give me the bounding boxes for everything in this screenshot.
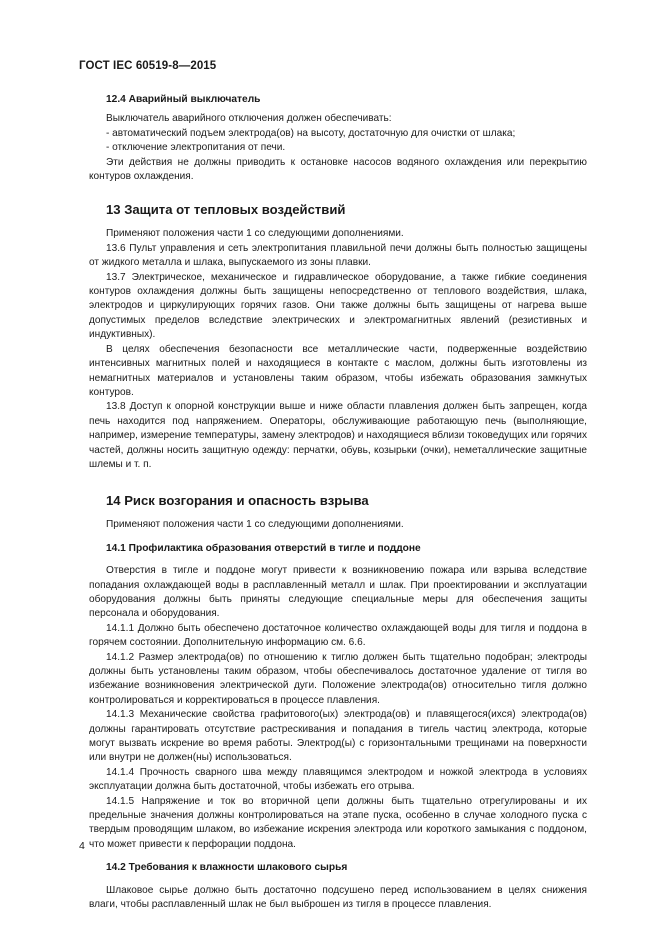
- page-number: 4: [79, 840, 85, 852]
- section-12-4-title: 12.4 Аварийный выключатель: [106, 94, 261, 105]
- paragraph-14-1-5: 14.1.5 Напряжение и ток во вторичной цепи должны быть тщательно отрегулированы и их предельные значения должны контролироваться на этапе пуска, особенно в случае холодного пуска с твердым проводящим шлаком, во избежание искрения электрода или короткого замыкания с поддоном, что может привести к перфорации поддона.: [89, 795, 587, 850]
- document-body: [89, 89, 587, 913]
- paragraph-14-1-2: 14.1.2 Размер электрода(ов) по отношению к тиглю должен быть тщательно подобран; электроды должны быть установлены таким образом, чтобы обеспечивалось достаточное удаление от тигля во избежание возникновения электрической дуги. Положение электрода(ов) относительно тигля должно контролироваться и корректироваться в процессе плавления.: [89, 651, 587, 706]
- document-header: ГОСТ IEC 60519-8—2015: [79, 60, 217, 72]
- section-14-intro: Применяют положения части 1 со следующими дополнениями.: [106, 519, 404, 531]
- section-13-intro: Применяют положения части 1 со следующими дополнениями.: [106, 228, 404, 240]
- section-14-2-title: 14.2 Требования к влажности шлакового сырья: [106, 862, 348, 874]
- paragraph-14-2: Шлаковое сырье должно быть достаточно подсушено перед использованием в целях снижения влаги, чтобы расплавленный шлак не был выброшен из тигля в процессе плавления.: [89, 884, 587, 911]
- paragraph-13-7: 13.7 Электрическое, механическое и гидравлическое оборудование, а также гибкие соединения контуров охлаждения должны быть защищены непосредственно от теплового воздействия, шлака, электродов и циркулирующих горячих газов. Они также должны быть защищены от нагрева выше допустимых пределов вследствие электрических и электромагнитных явлений (резистивных и индуктивных).: [89, 271, 587, 341]
- section-13-title: 13 Защита от тепловых воздействий: [106, 202, 346, 218]
- list-item: - отключение электропитания от печи.: [106, 142, 286, 154]
- list-item: - автоматический подъем электрода(ов) на высоту, достаточную для очистки от шлака;: [106, 127, 516, 139]
- section-12-4-intro: Выключатель аварийного отключения должен обеспечивать:: [106, 113, 392, 125]
- paragraph-13-7-b: В целях обеспечения безопасности все металлические части, подверженные воздействию интенсивных магнитных полей и находящиеся в контакте с маслом, должны быть изготовлены из немагнитных материалов и установлены таким образом, чтобы избежать образования замкнутых контуров.: [89, 343, 587, 398]
- paragraph-13-6: 13.6 Пульт управления и сеть электропитания плавильной печи должны быть полностью защищены от жидкого металла и шлака, выпускаемого из зоны плавки.: [89, 242, 587, 269]
- paragraph-14-1: Отверстия в тигле и поддоне могут привести к возникновению пожара или взрыва вследствие попадания охлаждающей воды в расплавленный металл и шлак. При проектировании и эксплуатации оборудования должны быть приняты следующие специальные меры для обеспечения защиты персонала и оборудования.: [89, 565, 587, 620]
- paragraph-14-1-1: 14.1.1 Должно быть обеспечено достаточное количество охлаждающей воды для тигля и поддона в горячем состоянии. Дополнительную информацию см. 6.6.: [89, 622, 587, 649]
- paragraph-14-1-4: 14.1.4 Прочность сварного шва между плавящимся электродом и ножкой электрода в условиях эксплуатации должна быть достаточной, чтобы избежать его отрыва.: [89, 766, 587, 793]
- section-12-4-note: Эти действия не должны приводить к остановке насосов водяного охлаждения или перекрытию контуров охлаждения.: [89, 156, 587, 183]
- paragraph-14-1-3: 14.1.3 Механические свойства графитового(ых) электрода(ов) и плавящегося(ихся) электрода(ов) должны гарантировать отсутствие растрескивания и попадания в тигель частиц электрода, которые могут вызвать искрение во время работы. Электрод(ы) с горизонтальными трещинами на поверхности или внутри не должен(ны) использоваться.: [89, 709, 587, 764]
- section-14-title: 14 Риск возгорания и опасность взрыва: [106, 493, 369, 509]
- section-14-1-title: 14.1 Профилактика образования отверстий в тигле и поддоне: [106, 542, 421, 554]
- paragraph-13-8: 13.8 Доступ к опорной конструкции выше и ниже области плавления должен быть запрещен, когда печь находится под напряжением. Операторы, обслуживающие работающую печь (выполняющие, например, измерение температуры, замену электродов) и находящиеся вблизи токоведущих или горячих частей, должны носить защитную одежду: перчатки, обувь, козырьки (очки), неметаллические защитные шлемы и т. п.: [89, 401, 587, 470]
